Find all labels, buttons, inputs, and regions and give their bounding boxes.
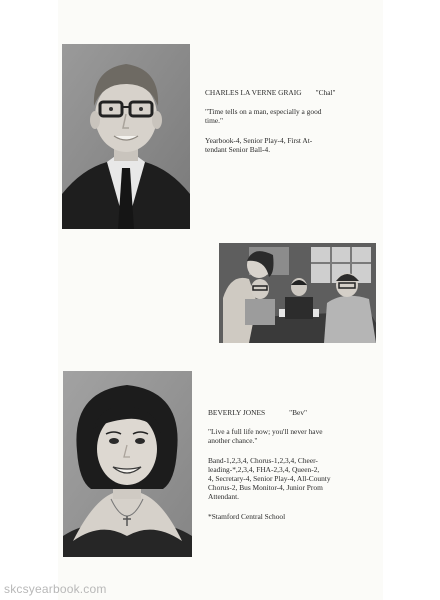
student-name: CHARLES LA VERNE GRAIG	[205, 88, 302, 97]
quote-line: time."	[205, 116, 224, 126]
activities-line: Yearbook-4, Senior Play-4, First At-	[205, 135, 313, 145]
activities-line: tendant Senior Ball-4.	[205, 144, 271, 154]
portrait-photo-beverly	[63, 371, 192, 557]
student-info-charles	[205, 88, 375, 154]
student-activities	[205, 136, 375, 154]
portrait-photo-charles	[62, 44, 190, 229]
quote-line: "Time tells on a man, especially a good	[205, 107, 322, 117]
student-name-line	[205, 88, 375, 97]
student-activities	[208, 456, 378, 502]
quote-line: another chance."	[208, 436, 258, 446]
activities-line: leading-*,2,3,4, FHA-2,3,4, Queen-2,	[208, 464, 320, 474]
student-quote	[208, 427, 378, 445]
site-watermark: skcsyearbook.com	[4, 582, 107, 596]
student-name: BEVERLY JONES	[208, 408, 266, 417]
yearbook-page	[58, 0, 383, 600]
student-info-beverly	[208, 408, 378, 521]
activities-line: 4, Secretary-4, Senior Play-4, All-County	[208, 474, 331, 484]
student-name-line	[208, 408, 378, 417]
student-footnote: *Stamford Central School	[208, 511, 286, 521]
activities-line: Chorus-2, Bus Monitor-4, Junior Prom	[208, 483, 323, 493]
student-nickname: "Chal"	[315, 88, 336, 97]
activities-line: Band-1,2,3,4, Chorus-1,2,3,4, Cheer-	[208, 455, 318, 465]
quote-line: "Live a full life now; you'll never have	[208, 427, 323, 437]
candid-group-photo	[219, 243, 376, 343]
student-quote	[205, 107, 375, 125]
student-nickname: "Bev"	[289, 408, 308, 417]
activities-line: Attendant.	[208, 492, 239, 502]
